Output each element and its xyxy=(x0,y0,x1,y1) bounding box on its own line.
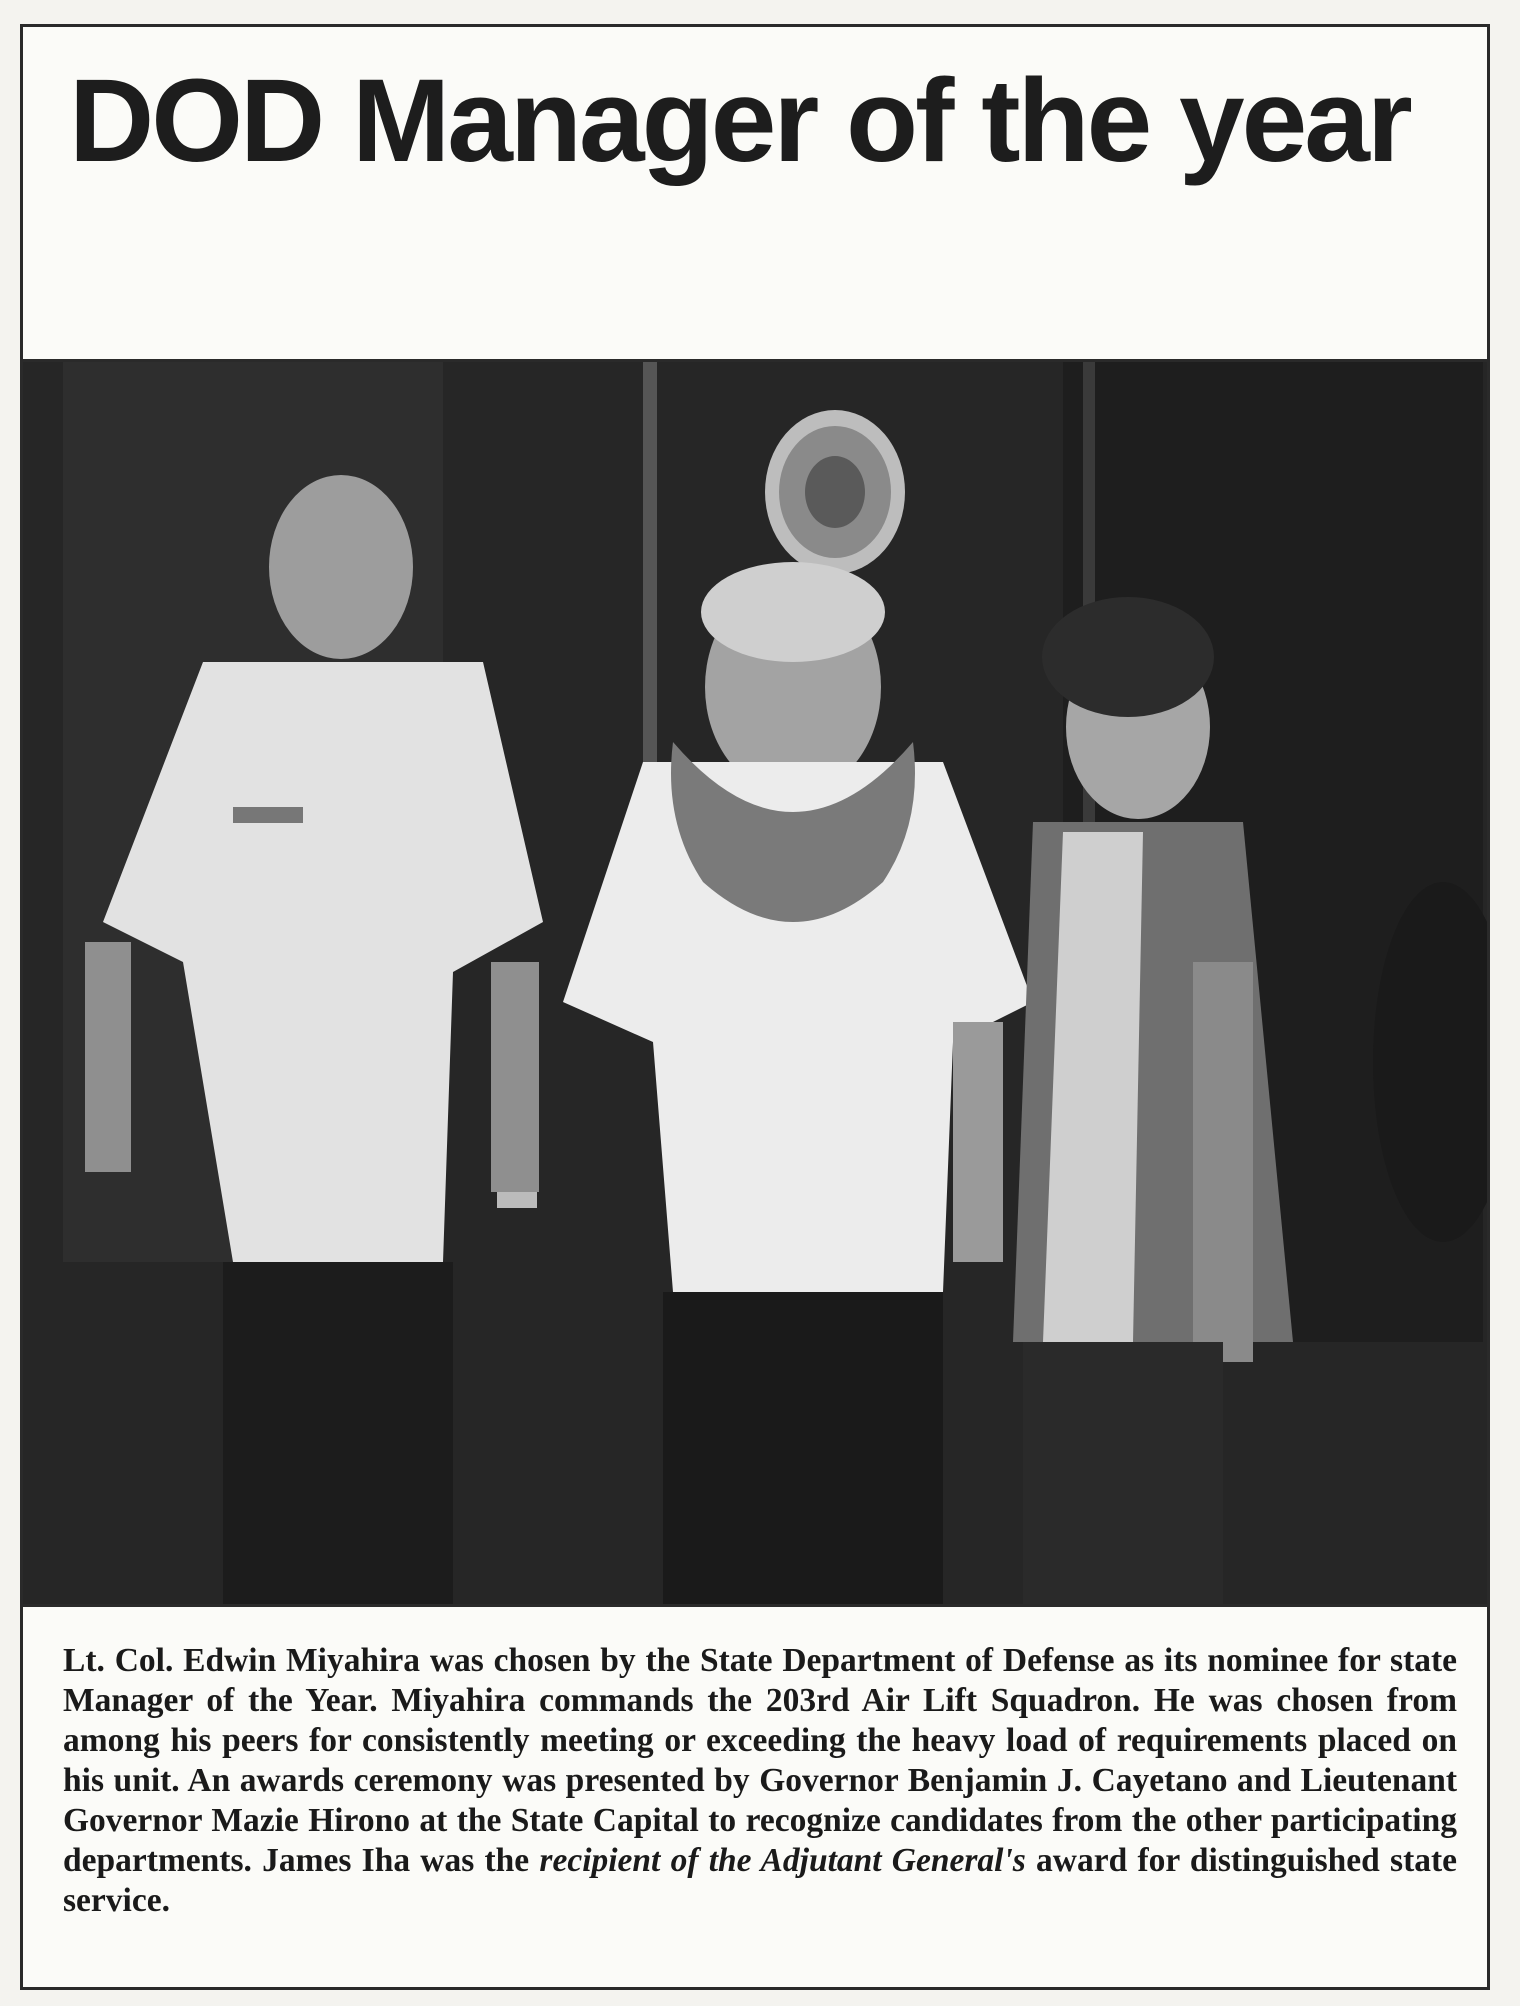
headline-box xyxy=(23,27,1487,362)
caption xyxy=(63,1641,1457,1921)
caption-italic-text: recipient of the Adjutant General's xyxy=(539,1842,1026,1879)
group-photo-icon xyxy=(23,362,1487,1604)
caption-box xyxy=(23,1607,1487,1987)
caption-end-text: award for distinguished state service. xyxy=(63,1842,1458,1919)
caption-text: Lt. Col. Edwin Miyahira was chosen by the State Department of Defense as its nominee for state Manager of the Year. Miyahira commands the 203rd Air Lift Squadron. He was chosen from among his peers for consistently meeting or exceeding the heavy load of requirements placed on his unit. An awards ceremony was presented by Governor Benjamin J. Cayetano and Lieutenant Governor Mazie Hirono at the State Capital to recognize candidates from the other participating departments. James Iha was the xyxy=(63,1642,1457,1879)
headline: DOD Manager of the year xyxy=(69,55,1410,187)
article-frame xyxy=(20,24,1490,1990)
group-photo xyxy=(23,362,1487,1607)
state-seal-icon xyxy=(765,410,905,574)
